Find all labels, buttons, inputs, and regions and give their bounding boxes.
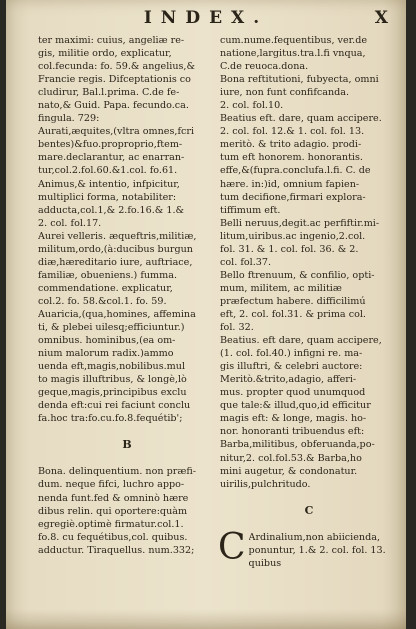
index-line: Barba,militibus, obferuanda,po- — [220, 439, 375, 451]
index-line: Animus,& intentio, infpicitur, — [38, 178, 180, 190]
index-line: Auaricia,(qua,homines, affemina — [38, 308, 196, 320]
index-line: to magis illuftribus, & longè,lò — [38, 374, 187, 386]
index-line: omnibus. hominibus,(ea om- — [38, 335, 176, 347]
index-line: meritò. & trito adagio. prodi- — [220, 139, 362, 151]
index-line: Belli neruus,degit.ac perfiftir.mi- — [220, 217, 380, 229]
index-line: adducta,col.1,& 2.fo.16.& 1.& — [38, 204, 185, 216]
index-line: Bona reftitutioni, fubyecta, omni — [220, 74, 379, 86]
index-line: ter maximi: cuius, angeliæ re- — [38, 35, 185, 46]
index-line: iure, non funt confifcanda. — [220, 87, 350, 99]
index-line: tum eft honorem. honorantis. — [220, 152, 363, 164]
index-line: magis eft: & longe, magis. ho- — [220, 413, 367, 425]
index-line: col.2. fo. 58.&col.1. fo. 59. — [38, 295, 167, 307]
index-line: gis illuftri, & celebri auctore: — [220, 361, 363, 373]
index-line: fol. 32. — [220, 322, 254, 334]
index-line: cludirur, Bal.l.prima. C.de fe- — [38, 87, 180, 99]
index-line: col.fecunda: fo. 59.& angelius,& — [38, 61, 196, 73]
index-line: Beatius eft. dare, quam accipere. — [220, 113, 382, 125]
right-column — [220, 34, 398, 570]
index-line: cum.nume.fequentibus, ver.de — [220, 35, 368, 46]
index-line: mus. propter quod unumquod — [220, 387, 366, 399]
index-line: denda eft:cui rei faciunt conclu — [38, 400, 191, 412]
index-line: (1. col. fol.40.) infigni re. ma- — [220, 348, 363, 360]
left-column — [38, 34, 216, 557]
index-line: effe,&(fupra.conclufa.l.fi. C. de — [220, 165, 371, 177]
index-line: nium malorum radix.)ammo — [38, 348, 174, 360]
index-line: Beatius. eft dare, quam accipere, — [220, 335, 382, 347]
index-line: Aurei velleris. æqueftris,militiæ, — [38, 230, 197, 242]
index-line: Meritò.&trito,adagio, afferi- — [220, 374, 357, 386]
index-line: mini augetur, & condonatur. — [220, 465, 358, 477]
index-line: egregiè.optimè firmatur.col.1. — [38, 518, 184, 530]
index-line: fa.hoc tra:fo.cu.fo.8.fequétib'; — [38, 413, 183, 425]
index-line: Bona. delinquentium. non præfi- — [38, 466, 197, 478]
index-line: geque,magis,principibus exclu — [38, 387, 187, 399]
index-line: commendatione. explicatur, — [38, 282, 173, 294]
index-line: Francie regis. Difceptationis co — [38, 74, 191, 86]
index-line: mare.declarantur, ac enarran- — [38, 152, 185, 164]
index-line: nor. honoranti tribuendus eft: — [220, 426, 365, 438]
running-title: INDEX. — [143, 8, 269, 28]
index-line: quibus — [248, 557, 282, 569]
index-line: fingula. 729: — [38, 113, 100, 125]
index-line: col. fol.37. — [220, 256, 272, 268]
index-line: natione,largitus.tra.l.fi vnqua, — [220, 48, 366, 60]
index-line: præfectum habere. difficilimú — [220, 295, 366, 307]
index-line: familiæ, obueniens.) fumma. — [38, 269, 178, 281]
page-header — [6, 2, 406, 30]
index-line: nato,& Guid. Papa. fecundo.ca. — [38, 100, 189, 112]
index-line: Aurati,æquites,(vltra omnes,fcri — [38, 126, 195, 138]
index-line: eft, 2. col. fol.31. & prima col. — [220, 308, 366, 320]
index-line: dum. neque fifci, luchro appo- — [38, 479, 185, 491]
index-line: que tale:& illud,quo,id efficitur — [220, 400, 371, 412]
index-line: nitur,2. col.fol.53.& Barba,ho — [220, 452, 362, 464]
page-shadow — [6, 609, 406, 629]
book-page — [6, 0, 406, 629]
index-line: ponuntur, 1.& 2. col. fol. 13. — [248, 544, 386, 556]
index-line: militum,ordo,(à:ducibus burgun — [38, 243, 193, 255]
index-line: 2. col. fol. 12.& 1. col. fol. 13. — [220, 126, 365, 138]
index-line: tiffimum eft. — [220, 204, 281, 216]
index-line: C.de reuoca.dona. — [220, 61, 309, 73]
index-line: fo.8. cu fequétibus,col. quibus. — [38, 531, 188, 543]
index-line: litum,uiribus.ac ingenio,2.col. — [220, 230, 366, 242]
index-line: Bello ftrenuum, & confilio, opti- — [220, 269, 375, 281]
index-line: adductur. Tiraquellus. num.332; — [38, 544, 195, 556]
index-line: hære. in:)id, omnium fapien- — [220, 178, 360, 190]
index-line: tum decifione,firmari explora- — [220, 191, 366, 203]
index-line: nenda funt.fed & omninò hære — [38, 492, 189, 504]
section-letter-b: B — [122, 438, 132, 452]
index-line: uirilis,pulchritudo. — [220, 478, 311, 490]
index-line: uenda eft,magis,nobilibus.mul — [38, 361, 186, 373]
index-line: 2. col. fol.17. — [38, 217, 102, 229]
index-line: Ardinalium,non abiicienda, — [248, 531, 381, 543]
index-line: fol. 31. & 1. col. fol. 36. & 2. — [220, 243, 359, 255]
index-line: dibus relin. qui oportere:quàm — [38, 505, 188, 517]
index-line: 2. col. fol.10. — [220, 100, 284, 112]
index-line: mum, militem, ac militiæ — [220, 282, 342, 294]
index-line: diæ,hæreditario iure, auftriace, — [38, 256, 193, 268]
index-line: ti, & plebei uilesq;efficiuntur.) — [38, 322, 185, 334]
drop-cap: C — [218, 526, 246, 568]
dropcap-entry — [218, 526, 398, 570]
index-line: tur,col.2.fol.60.&1.col. fo.61. — [38, 165, 178, 177]
index-line: multiplici forma, notabiliter: — [38, 191, 177, 203]
folio-mark: X — [374, 8, 388, 28]
index-line: gis, militie ordo, explicatur, — [38, 48, 172, 60]
section-letter-c: C — [304, 503, 314, 517]
index-line: bentes)&fuo.proproprio,ftem- — [38, 139, 183, 151]
